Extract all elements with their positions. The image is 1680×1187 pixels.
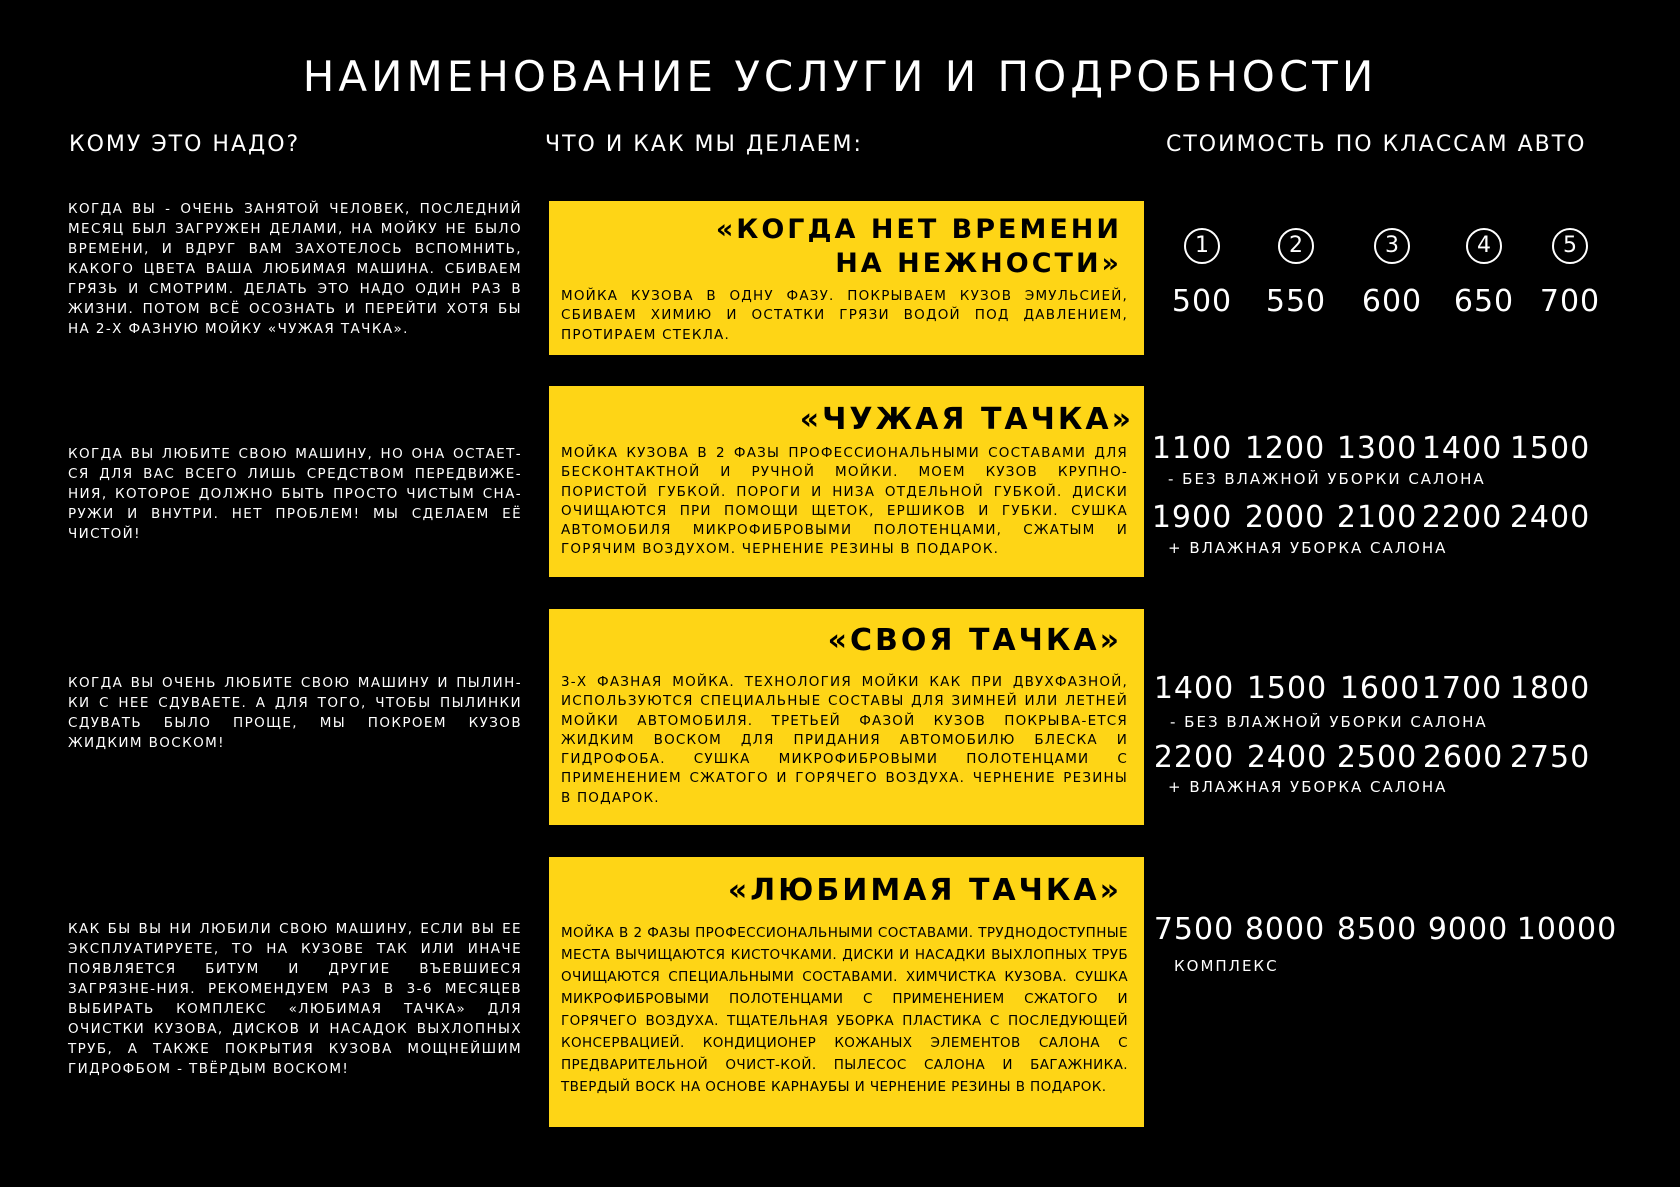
class-4-icon: 4 <box>1466 228 1502 264</box>
audience-text-2: КОГДА ВЫ ЛЮБИТЕ СВОЮ МАШИНУ, НО ОНА ОСТАЕТ-СЯ ДЛЯ ВАС ВСЕГО ЛИШЬ СРЕДСТВОМ ПЕРЕДВИЖЕ-НИЯ, КОТОРОЕ ДОЛЖНО БЫТЬ ПРОСТО ЧИСТЫМ СНА-РУЖИ И ВНУТРИ. НЕТ ПРОБЛЕМ! МЫ СДЕЛАЕМ ЕЁ ЧИСТОЙ! <box>68 446 522 542</box>
price-2b-class-2: 2000 <box>1244 500 1326 535</box>
price-1-class-5: 700 <box>1539 284 1601 319</box>
class-1-icon: 1 <box>1184 228 1220 264</box>
price-3a-class-1: 1400 <box>1153 671 1235 706</box>
price-2a-class-3: 1300 <box>1336 431 1418 466</box>
service-card-2 <box>549 386 1144 577</box>
service-desc-4: МОЙКА В 2 ФАЗЫ ПРОФЕССИОНАЛЬНЫМИ СОСТАВАМИ. ТРУДНОДОСТУПНЫЕ МЕСТА ВЫЧИЩАЮТСЯ КИСТОЧКАМИ. ДИСКИ И НАСАДКИ ВЫХЛОПНЫХ ТРУБ ОЧИЩАЮТСЯ СПЕЦИАЛЬНЫМИ СОСТАВАМИ. ХИМЧИСТКА КУЗОВА. СУШКА МИКРОФИБРОВЫМИ ПОЛОТЕНЦАМИ С ПРИМЕНЕНИЕМ СЖАТОГО И ГОРЯЧЕГО ВОЗДУХА. ТЩАТЕЛЬНАЯ УБОРКА ПЛАСТИКА С ПОСЛЕДУЮЩЕЙ КОНСЕРВАЦИЕЙ. КОНДИЦИОНЕР КОЖАНЫХ ЭЛЕМЕНТОВ САЛОНА С ПРЕДВАРИТЕЛЬНОЙ ОЧИСТ-КОЙ. ПЫЛЕСОС САЛОНА И БАГАЖНИКА. ТВЕРДЫЙ ВОСК НА ОСНОВЕ КАРНАУБЫ И ЧЕРНЕНИЕ РЕЗИНЫ В ПОДАРОК. <box>561 925 1128 1095</box>
service-desc-2: МОЙКА КУЗОВА В 2 ФАЗЫ ПРОФЕССИОНАЛЬНЫМИ СОСТАВАМИ ДЛЯ БЕСКОНТАКТНОЙ И РУЧНОЙ МОЙКИ. МОЕМ КУЗОВ КРУПНО-ПОРИСТОЙ ГУБКОЙ. ПОРОГИ И НИЗА ОТДЕЛЬНОЙ ГУБКОЙ. ДИСКИ ОЧИЩАЮТСЯ ПРИ ПОМОЩИ ЩЕТОК, ЕРШИКОВ И ГУБКИ. СУШКА АВТОМОБИЛЯ МИКРОФИБРОВЫМИ ПОЛОТЕНЦАМИ, СЖАТЫМ И ГОРЯЧИМ ВОЗДУХОМ. ЧЕРНЕНИЕ РЕЗИНЫ В ПОДАРОК. <box>561 445 1128 558</box>
price-4-class-5: 10000 <box>1516 912 1618 947</box>
price-row-2b <box>1152 500 1662 540</box>
price-3b-class-5: 2750 <box>1509 740 1591 775</box>
price-row-2a <box>1152 431 1662 471</box>
price-row-4 <box>1152 912 1672 952</box>
service-card-4 <box>549 857 1144 1127</box>
price-row-3a <box>1152 671 1662 711</box>
class-2-icon: 2 <box>1278 228 1314 264</box>
column-header-who: КОМУ ЭТО НАДО? <box>69 132 301 157</box>
page-title: НАИМЕНОВАНИЕ УСЛУГИ И ПОДРОБНОСТИ <box>302 52 1378 101</box>
price-3b-class-1: 2200 <box>1153 740 1235 775</box>
price-3a-class-5: 1800 <box>1509 671 1591 706</box>
service-title-1 <box>716 213 1122 281</box>
price-4-class-1: 7500 <box>1153 912 1235 947</box>
audience-text-1: КОГДА ВЫ - ОЧЕНЬ ЗАНЯТОЙ ЧЕЛОВЕК, ПОСЛЕДНИЙ МЕСЯЦ БЫЛ ЗАГРУЖЕН ДЕЛАМИ, НА МОЙКУ НЕ БЫЛО ВРЕМЕНИ, И ВДРУГ ВАМ ЗАХОТЕЛОСЬ ВСПОМНИТЬ, КАКОГО ЦВЕТА ВАША ЛЮБИМАЯ МАШИНА. СБИВАЕМ ГРЯЗЬ И СМОТРИМ. ДЕЛАТЬ ЭТО НАДО ОДИН РАЗ В ЖИЗНИ. ПОТОМ ВСЁ ОСОЗНАТЬ И ПЕРЕЙТИ ХОТЯ БЫ НА 2-Х ФАЗНУЮ МОЙКУ «ЧУЖАЯ ТАЧКА». <box>68 201 522 337</box>
price-4-class-4: 9000 <box>1427 912 1509 947</box>
price-3b-class-2: 2400 <box>1246 740 1328 775</box>
note-4: КОМПЛЕКС <box>1174 957 1279 975</box>
audience-text-4: КАК БЫ ВЫ НИ ЛЮБИЛИ СВОЮ МАШИНУ, ЕСЛИ ВЫ ЕЕ ЭКСПЛУАТИРУЕТЕ, ТО НА КУЗОВЕ ТАК ИЛИ ИНАЧЕ ПОЯВЛЯЕТСЯ БИТУМ И ДРУГИЕ ВЪЕВШИЕСЯ ЗАГРЯЗНЕ-НИЯ. РЕКОМЕНДУЕМ РАЗ В 3-6 МЕСЯЦЕВ ВЫБИРАТЬ КОМПЛЕКС «ЛЮБИМАЯ ТАЧКА» ДЛЯ ОЧИСТКИ КУЗОВА, ДИСКОВ И НАСАДОК ВЫХЛОПНЫХ ТРУБ, А ТАКЖЕ ПОКРЫТИЯ КУЗОВА МОЩНЕЙШИМ ГИДРОФБОМ - ТВЁРДЫМ ВОСКОМ! <box>68 921 522 1077</box>
price-3a-class-3: 1600 <box>1339 671 1421 706</box>
price-2a-class-5: 1500 <box>1509 431 1591 466</box>
service-title-4: «ЛЮБИМАЯ ТАЧКА» <box>727 873 1122 908</box>
price-2b-class-3: 2100 <box>1336 500 1418 535</box>
class-header-row <box>1152 228 1662 268</box>
column-header-what: ЧТО И КАК МЫ ДЕЛАЕМ: <box>545 132 863 157</box>
price-3b-class-4: 2600 <box>1422 740 1504 775</box>
price-1-class-1: 500 <box>1171 284 1233 319</box>
price-2b-class-1: 1900 <box>1151 500 1233 535</box>
note-2b: + ВЛАЖНАЯ УБОРКА САЛОНА <box>1168 539 1448 557</box>
service-title-1-line1: «КОГДА НЕТ ВРЕМЕНИ <box>715 214 1122 245</box>
service-title-1-line2: НА НЕЖНОСТИ» <box>835 248 1122 279</box>
price-3a-class-2: 1500 <box>1246 671 1328 706</box>
service-desc-3: 3-Х ФАЗНАЯ МОЙКА. ТЕХНОЛОГИЯ МОЙКИ КАК ПРИ ДВУХФАЗНОЙ, ИСПОЛЬЗУЮТСЯ СПЕЦИАЛЬНЫЕ СОСТАВЫ ДЛЯ ЗИМНЕЙ ИЛИ ЛЕТНЕЙ МОЙКИ АВТОМОБИЛЯ. ТРЕТЬЕЙ ФАЗОЙ КУЗОВ ПОКРЫВА-ЕТСЯ ЖИДКИМ ВОСКОМ ДЛЯ ПРИДАНИЯ АВТОМОБИЛЮ БЛЕСКА И ГИДРОФОБА. СУШКА МИКРОФИБРОВЫМИ ПОЛОТЕНЦАМИ С ПРИМЕНЕНИЕМ СЖАТОГО И ГОРЯЧЕГО ВОЗДУХА. ЧЕРНЕНИЕ РЕЗИНЫ В ПОДАРОК. <box>561 674 1128 806</box>
price-3a-class-4: 1700 <box>1421 671 1503 706</box>
note-3b: + ВЛАЖНАЯ УБОРКА САЛОНА <box>1168 778 1448 796</box>
price-1-class-4: 650 <box>1453 284 1515 319</box>
service-desc-1: МОЙКА КУЗОВА В ОДНУ ФАЗУ. ПОКРЫВАЕМ КУЗОВ ЭМУЛЬСИЕЙ, СБИВАЕМ ХИМИЮ И ОСТАТКИ ГРЯЗИ ВОДОЙ ПОД ДАВЛЕНИЕМ, ПРОТИРАЕМ СТЕКЛА. <box>561 288 1128 343</box>
price-2a-class-1: 1100 <box>1151 431 1233 466</box>
price-row-3b <box>1152 740 1662 780</box>
service-title-2: «ЧУЖАЯ ТАЧКА» <box>799 402 1134 437</box>
price-3b-class-3: 2500 <box>1336 740 1418 775</box>
price-row-1 <box>1152 284 1662 324</box>
price-2a-class-4: 1400 <box>1421 431 1503 466</box>
price-2b-class-5: 2400 <box>1509 500 1591 535</box>
note-3a: - БЕЗ ВЛАЖНОЙ УБОРКИ САЛОНА <box>1170 713 1488 731</box>
price-2a-class-2: 1200 <box>1244 431 1326 466</box>
class-3-icon: 3 <box>1374 228 1410 264</box>
price-1-class-3: 600 <box>1361 284 1423 319</box>
price-4-class-3: 8500 <box>1336 912 1418 947</box>
class-5-icon: 5 <box>1552 228 1588 264</box>
column-header-price: СТОИМОСТЬ ПО КЛАССАМ АВТО <box>1166 132 1587 157</box>
service-card-3 <box>549 609 1144 825</box>
service-card-1 <box>549 201 1144 355</box>
audience-text-3: КОГДА ВЫ ОЧЕНЬ ЛЮБИТЕ СВОЮ МАШИНУ И ПЫЛИН-КИ С НЕЕ СДУВАЕТЕ. А ДЛЯ ТОГО, ЧТОБЫ ПЫЛИНКИ СДУВАТЬ БЫЛО ПРОЩЕ, МЫ ПОКРОЕМ КУЗОВ ЖИДКИМ ВОСКОМ! <box>68 675 522 751</box>
service-title-3: «СВОЯ ТАЧКА» <box>827 623 1122 658</box>
note-2a: - БЕЗ ВЛАЖНОЙ УБОРКИ САЛОНА <box>1168 470 1486 488</box>
price-1-class-2: 550 <box>1265 284 1327 319</box>
price-4-class-2: 8000 <box>1244 912 1326 947</box>
price-2b-class-4: 2200 <box>1421 500 1503 535</box>
